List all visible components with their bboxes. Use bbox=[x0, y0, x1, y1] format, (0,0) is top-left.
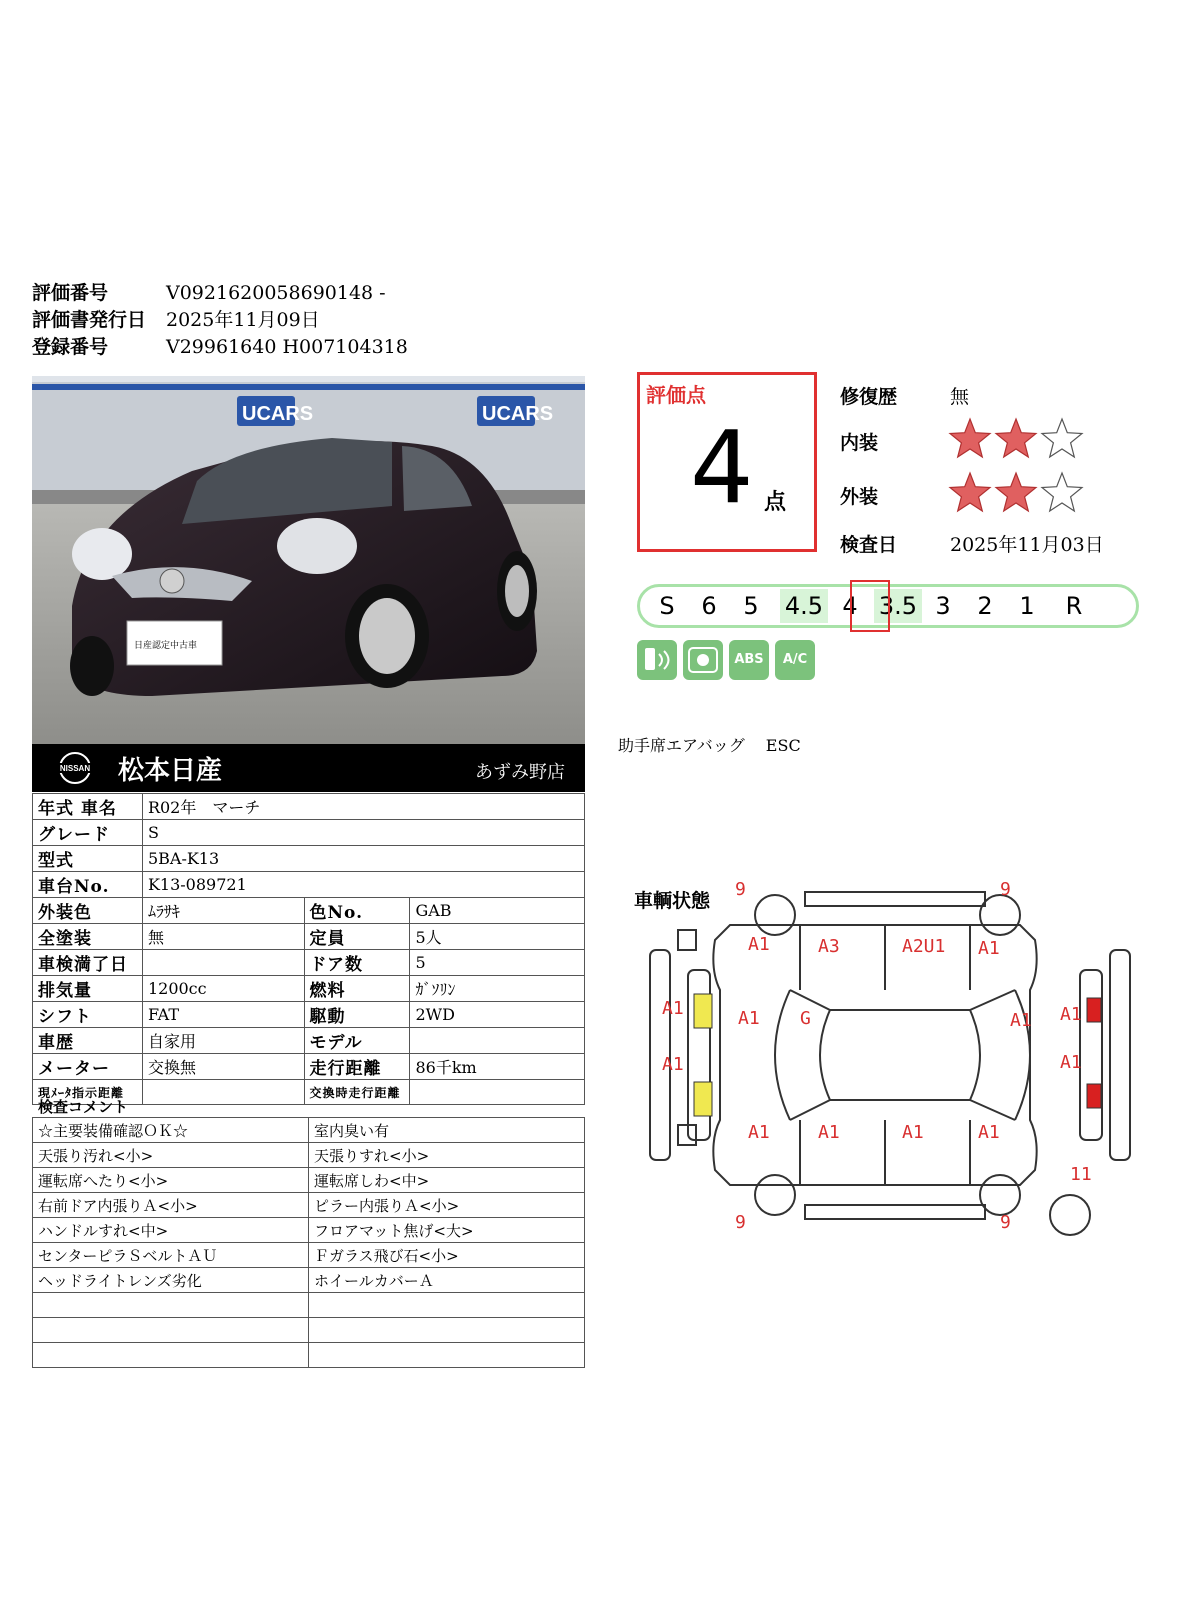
svg-text:NISSAN: NISSAN bbox=[59, 764, 91, 773]
repair-label: 修復歴 bbox=[840, 386, 898, 408]
damage-code: A1 bbox=[978, 938, 1000, 959]
spec-value: GAB bbox=[410, 898, 585, 924]
damage-code: A1 bbox=[1060, 1052, 1082, 1073]
damage-code: A1 bbox=[902, 1122, 924, 1143]
grade-selected-marker bbox=[850, 580, 890, 632]
spec-value: S bbox=[142, 820, 584, 846]
damage-code: A1 bbox=[748, 934, 770, 955]
comment-cell bbox=[33, 1293, 309, 1318]
table-row bbox=[33, 1168, 585, 1193]
branch-name: あずみ野店 bbox=[475, 762, 565, 783]
spec-value bbox=[142, 950, 304, 976]
spec-value: 86千km bbox=[410, 1054, 585, 1080]
spec-value: ｶﾞｿﾘﾝ bbox=[410, 976, 585, 1002]
comments-title: 検査コメント bbox=[38, 1098, 129, 1116]
dealer-name: 松本日産 bbox=[118, 756, 223, 786]
damage-code: A1 bbox=[662, 1054, 684, 1075]
star-empty-icon bbox=[1042, 473, 1082, 511]
vehicle-condition-diagram bbox=[640, 870, 1160, 1240]
comment-cell: 右前ドア内張りＡ<小> bbox=[33, 1193, 309, 1218]
equipment-text: 助手席エアバッグ ESC bbox=[618, 736, 801, 755]
table-row bbox=[33, 1293, 585, 1318]
spec-label: 全塗装 bbox=[33, 924, 143, 950]
spec-label: メーター bbox=[33, 1054, 143, 1080]
spec-value: 無 bbox=[142, 924, 304, 950]
comment-cell bbox=[309, 1343, 585, 1368]
comment-cell bbox=[33, 1318, 309, 1343]
comment-cell: ハンドルすれ<中> bbox=[33, 1218, 309, 1243]
spec-label: モデル bbox=[304, 1028, 410, 1054]
interior-star-rating bbox=[948, 414, 1088, 462]
damage-code: A1 bbox=[738, 1008, 760, 1029]
grade-option: 2 bbox=[977, 592, 993, 620]
star-filled-icon bbox=[996, 473, 1036, 511]
comment-cell: ヘッドライトレンズ劣化 bbox=[33, 1268, 309, 1293]
dealer-banner bbox=[32, 744, 585, 792]
table-row bbox=[33, 1143, 585, 1168]
spec-label: 車歴 bbox=[33, 1028, 143, 1054]
spec-label: 排気量 bbox=[33, 976, 143, 1002]
spec-label: 車検満了日 bbox=[33, 950, 143, 976]
table-row bbox=[33, 1002, 585, 1028]
spec-value: ﾑﾗｻｷ bbox=[142, 898, 304, 924]
grade-option: R bbox=[1065, 592, 1083, 620]
score-label: 評価点 bbox=[646, 383, 706, 407]
damage-code: 9 bbox=[1000, 879, 1011, 900]
comment-cell: ピラー内張りＡ<小> bbox=[309, 1193, 585, 1218]
damage-code: 9 bbox=[735, 879, 746, 900]
table-row bbox=[33, 898, 585, 924]
spec-label: シフト bbox=[33, 1002, 143, 1028]
exterior-label: 外装 bbox=[840, 486, 879, 508]
table-row bbox=[33, 1268, 585, 1293]
svg-text:UCARS: UCARS bbox=[242, 403, 314, 425]
table-row bbox=[33, 924, 585, 950]
header-label: 評価書発行日 bbox=[32, 309, 147, 331]
comment-cell bbox=[309, 1318, 585, 1343]
keyless-icon bbox=[637, 640, 677, 680]
damage-code: A1 bbox=[1010, 1010, 1032, 1031]
comment-cell: 天張り汚れ<小> bbox=[33, 1143, 309, 1168]
grade-option: 1 bbox=[1019, 592, 1035, 620]
grade-option: S bbox=[659, 592, 675, 620]
comment-cell bbox=[309, 1293, 585, 1318]
comment-cell: Ｆガラス飛び石<小> bbox=[309, 1243, 585, 1268]
spec-label: 走行距離 bbox=[304, 1054, 410, 1080]
spec-value: K13-089721 bbox=[142, 872, 584, 898]
spec-label: 車台No. bbox=[33, 872, 143, 898]
spec-value: R02年 マーチ bbox=[142, 794, 584, 820]
comment-cell: センターピラＳベルトＡＵ bbox=[33, 1243, 309, 1268]
score-unit: 点 bbox=[764, 489, 787, 515]
header-value: V0921620058690148 - bbox=[166, 282, 386, 304]
spec-table bbox=[32, 793, 585, 1105]
damage-code: A1 bbox=[662, 998, 684, 1019]
vehicle-photo bbox=[32, 376, 585, 744]
spec-label: 外装色 bbox=[33, 898, 143, 924]
comment-cell bbox=[33, 1343, 309, 1368]
table-row bbox=[33, 1218, 585, 1243]
ac-icon: A/C bbox=[775, 640, 815, 680]
comment-cell: 室内臭い有 bbox=[309, 1118, 585, 1143]
spec-label: 定員 bbox=[304, 924, 410, 950]
damage-code: A3 bbox=[818, 936, 840, 957]
spec-label: 型式 bbox=[33, 846, 143, 872]
comment-cell: 運転席へたり<小> bbox=[33, 1168, 309, 1193]
spec-value bbox=[410, 1080, 585, 1105]
spec-value: 自家用 bbox=[142, 1028, 304, 1054]
spec-label: 色No. bbox=[304, 898, 410, 924]
inspect-date-label: 検査日 bbox=[840, 534, 898, 556]
comments-table bbox=[32, 1117, 585, 1368]
table-row bbox=[33, 820, 585, 846]
header-row-evaluation-number bbox=[32, 280, 386, 306]
header-value: 2025年11月09日 bbox=[166, 309, 320, 331]
comment-cell: 運転席しわ<中> bbox=[309, 1168, 585, 1193]
comment-cell: 天張りすれ<小> bbox=[309, 1143, 585, 1168]
spec-label: グレード bbox=[33, 820, 143, 846]
header-row-registration-number bbox=[32, 334, 408, 360]
star-empty-icon bbox=[1042, 419, 1082, 457]
spec-value bbox=[410, 1028, 585, 1054]
grade-option: 6 bbox=[701, 592, 717, 620]
table-row bbox=[33, 1243, 585, 1268]
header-row-issue-date bbox=[32, 307, 320, 333]
spec-label: 駆動 bbox=[304, 1002, 410, 1028]
score-value: 4 bbox=[690, 409, 754, 526]
damage-code: 9 bbox=[735, 1212, 746, 1233]
table-row bbox=[33, 794, 585, 820]
header-label: 登録番号 bbox=[32, 336, 109, 358]
spec-label: 交換時走行距離 bbox=[304, 1080, 410, 1105]
grade-option: 5 bbox=[743, 592, 759, 620]
table-row bbox=[33, 1193, 585, 1218]
table-row bbox=[33, 1318, 585, 1343]
table-row bbox=[33, 1028, 585, 1054]
damage-code: A1 bbox=[748, 1122, 770, 1143]
interior-label: 内装 bbox=[840, 432, 879, 454]
table-row bbox=[33, 872, 585, 898]
diagram-title: 車輌状態 bbox=[634, 890, 711, 912]
table-row bbox=[33, 1118, 585, 1143]
nissan-logo-icon bbox=[50, 750, 100, 786]
exterior-star-rating bbox=[948, 468, 1088, 516]
spec-label: 燃料 bbox=[304, 976, 410, 1002]
damage-code: G bbox=[800, 1008, 811, 1029]
damage-code: A1 bbox=[818, 1122, 840, 1143]
table-row bbox=[33, 976, 585, 1002]
score-box bbox=[637, 372, 817, 552]
spec-label: ドア数 bbox=[304, 950, 410, 976]
header-value: V29961640 H007104318 bbox=[166, 336, 408, 358]
spec-value: 1200cc bbox=[142, 976, 304, 1002]
spec-value: 5BA-K13 bbox=[142, 846, 584, 872]
spec-label: 現ﾒｰﾀ指示距離 bbox=[33, 1080, 143, 1105]
grade-option: 4 bbox=[842, 592, 858, 620]
damage-code: A1 bbox=[1060, 1004, 1082, 1025]
airbag-icon bbox=[683, 640, 723, 680]
repair-value: 無 bbox=[950, 386, 970, 408]
star-filled-icon bbox=[950, 419, 990, 457]
comment-cell: ホイールカバーＡ bbox=[309, 1268, 585, 1293]
star-filled-icon bbox=[950, 473, 990, 511]
spec-label: 年式 車名 bbox=[33, 794, 143, 820]
star-filled-icon bbox=[996, 419, 1036, 457]
inspect-date-value: 2025年11月03日 bbox=[950, 534, 1104, 556]
table-row bbox=[33, 1343, 585, 1368]
spec-value bbox=[142, 1080, 304, 1105]
svg-text:日産認定中古車: 日産認定中古車 bbox=[134, 641, 198, 651]
header-label: 評価番号 bbox=[32, 282, 109, 304]
damage-code: 11 bbox=[1070, 1164, 1092, 1185]
grade-option: 3 bbox=[935, 592, 951, 620]
spec-value: 5 bbox=[410, 950, 585, 976]
damage-code: A1 bbox=[978, 1122, 1000, 1143]
comment-cell: フロアマット焦げ<大> bbox=[309, 1218, 585, 1243]
spec-value: 5人 bbox=[410, 924, 585, 950]
comment-cell: ☆主要装備確認ＯＫ☆ bbox=[33, 1118, 309, 1143]
table-row bbox=[33, 1054, 585, 1080]
grade-option: 4.5 bbox=[780, 589, 828, 623]
table-row bbox=[33, 846, 585, 872]
table-row bbox=[33, 950, 585, 976]
damage-code: 9 bbox=[1000, 1212, 1011, 1233]
spec-value: 交換無 bbox=[142, 1054, 304, 1080]
abs-icon: ABS bbox=[729, 640, 769, 680]
damage-code: A2U1 bbox=[902, 936, 946, 957]
spec-value: 2WD bbox=[410, 1002, 585, 1028]
svg-text:UCARS: UCARS bbox=[482, 403, 554, 425]
grade-option: 3.5 bbox=[874, 589, 922, 623]
spec-value: FAT bbox=[142, 1002, 304, 1028]
